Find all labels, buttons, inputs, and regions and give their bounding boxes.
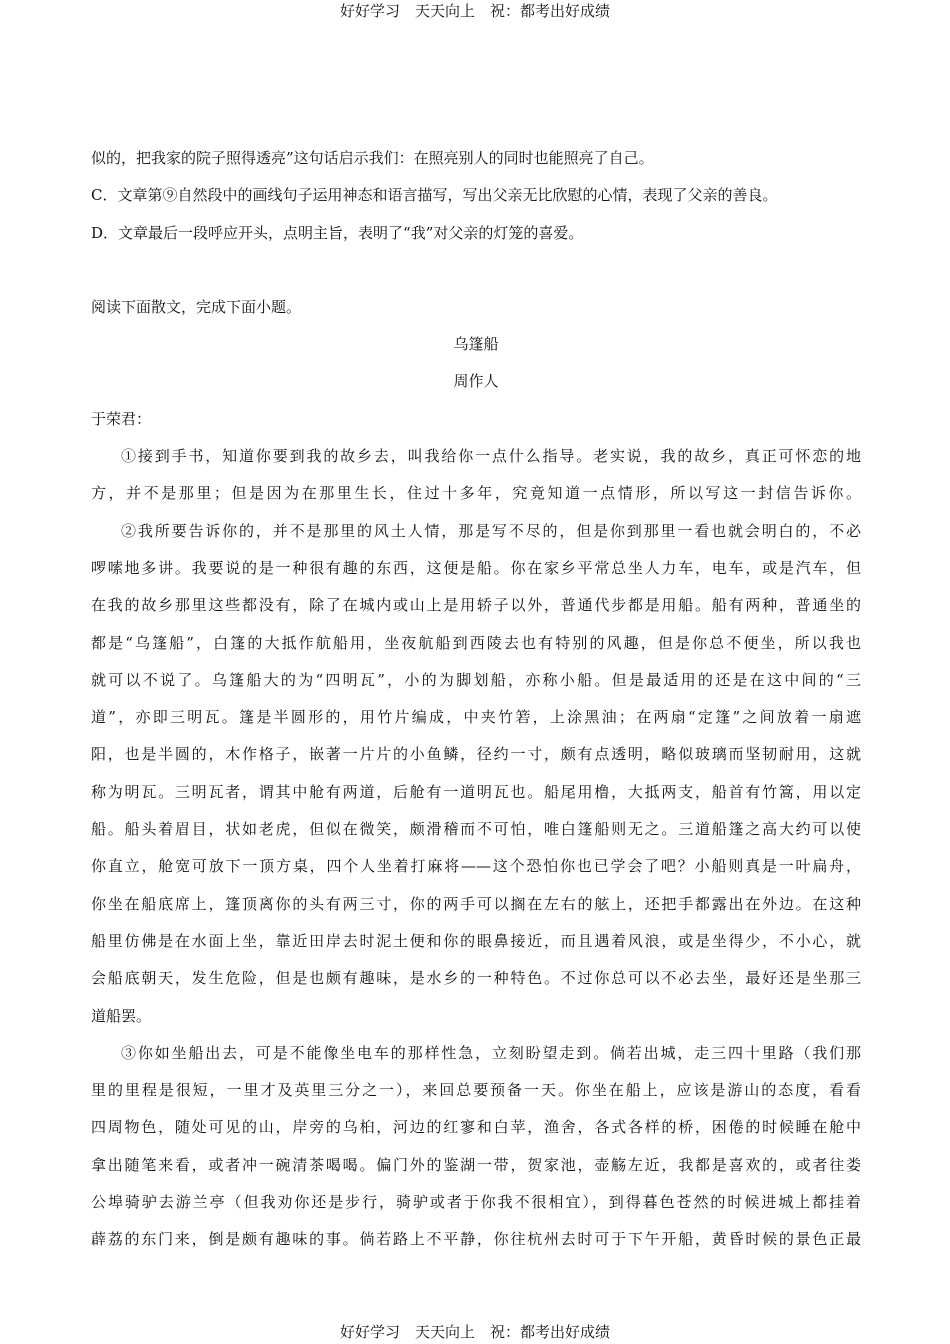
paragraph-line: 薜荔的东门来，倒是颇有趣味的事。倘若路上不平静，你往杭州去时可于下午开船，黄昏时候的景色正最 bbox=[91, 1230, 861, 1249]
paragraph-line: 道”，亦即三明瓦。篷是半圆形的，用竹片编成，中夹竹箬，上涂黑油；在两扇“定篷”之间放着一扇遮 bbox=[91, 708, 861, 727]
paragraph-line: 在我的故乡那里这些都没有，除了在城内或山上是用轿子以外，普通代步都是用船。船有两种，普通坐的 bbox=[91, 596, 861, 615]
reading-instruction: 阅读下面散文，完成下面小题。 bbox=[91, 297, 302, 316]
paragraph-line: 公埠骑驴去游兰亭（但我劝你还是步行，骑驴或者于你我不很相宜），到得暮色苍然的时候进城上都挂着 bbox=[91, 1193, 861, 1212]
paragraph-line: ③你如坐船出去，可是不能像坐电车的那样性急，立刻盼望走到。倘若出城，走三四十里路（我们那 bbox=[121, 1043, 861, 1062]
paragraph-line: 你直立，舱宽可放下一顶方桌，四个人坐着打麻将——这个恐怕你也已学会了吧？小船则真是一叶扁舟， bbox=[91, 857, 861, 876]
paragraph-line: 就可以不说了。乌篷船大的为“四明瓦”，小的为脚划船，亦称小船。但是最适用的还是在这中间的“三 bbox=[91, 670, 861, 689]
paragraph-line: 啰嗦地多讲。我要说的是一种很有趣的东西，这便是船。你在家乡平常总坐人力车，电车，或是汽车，但 bbox=[91, 558, 861, 577]
document-body bbox=[91, 140, 861, 1259]
paragraph-line: 四周物色，随处可见的山，岸旁的乌桕，河边的红寥和白苹，渔舍，各式各样的桥，困倦的时候睡在舱中 bbox=[91, 1118, 861, 1137]
paragraph-line: 拿出随笔来看，或者冲一碗清茶喝喝。偏门外的鉴湖一带，贺家池，壶觞左近，我都是喜欢的，或者往娄 bbox=[91, 1155, 861, 1174]
paragraph-line: 你坐在船底席上，篷顶离你的头有两三寸，你的两手可以搁在左右的舷上，还把手都露出在外边。在这种 bbox=[91, 894, 861, 913]
letter-salutation: 于荣君： bbox=[91, 409, 152, 428]
paragraph-line: 船里仿佛是在水面上坐，靠近田岸去时泥土便和你的眼鼻接近，而且遇着风浪，或是坐得少，不小心，就 bbox=[91, 931, 861, 950]
paragraph-line: 方，并不是那里；但是因为在那里生长，住过十多年，究竟知道一点情形，所以写这一封信告诉你。 bbox=[91, 484, 861, 503]
paragraph-line: 道船罢。 bbox=[91, 1006, 152, 1025]
paragraph-line: 都是“乌篷船”，白篷的大抵作航船用，坐夜航船到西陵去也有特别的风趣，但是你总不便坐，所以我也 bbox=[91, 633, 861, 652]
paragraph-line: 阳，也是半圆的，木作格子，嵌著一片片的小鱼鳞，径约一寸，颇有点透明，略似玻璃而坚韧耐用，这就 bbox=[91, 745, 861, 764]
paragraph-line: 称为明瓦。三明瓦者，谓其中舱有两道，后舱有一道明瓦也。船尾用橹，大抵两支，船首有竹篙，用以定 bbox=[91, 782, 861, 801]
option-d: D．文章最后一段呼应开头，点明主旨，表明了“我”对父亲的灯笼的喜爱。 bbox=[91, 223, 584, 242]
spacer bbox=[91, 252, 861, 289]
paragraph-line: 船。船头着眉目，状如老虎，但似在微笑，颇滑稽而不可怕，唯白篷船则无之。三道船篷之高大约可以使 bbox=[91, 820, 861, 839]
option-c: C．文章第⑨自然段中的画线句子运用神态和语言描写，写出父亲无比欣慰的心情，表现了父亲的善良。 bbox=[91, 186, 778, 205]
article-author: 周作人 bbox=[453, 372, 499, 391]
paragraph-line: ①接到手书，知道你要到我的故乡去，叫我给你一点什么指导。老实说，我的故乡，真正可怀恋的地 bbox=[121, 447, 861, 466]
article-title: 乌篷船 bbox=[453, 335, 499, 354]
page-footer: 好好学习 天天向上 祝：都考出好成绩 bbox=[339, 1323, 610, 1341]
paragraph-line: 会船底朝天，发生危险，但是也颇有趣味，是水乡的一种特色。不过你总可以不必去坐，最好还是坐那三 bbox=[91, 969, 861, 988]
paragraph-line: ②我所要告诉你的，并不是那里的风土人情，那是写不尽的，但是你到那里一看也就会明白的，不必 bbox=[121, 521, 861, 540]
previous-question-text: 似的，把我家的院子照得透亮”这句话启示我们：在照亮别人的同时也能照亮了自己。 bbox=[91, 149, 654, 167]
page-header: 好好学习 天天向上 祝：都考出好成绩 bbox=[339, 2, 610, 20]
paragraph-line: 里的里程是很短，一里才及英里三分之一），来回总要预备一天。你坐在船上，应该是游山的态度，看看 bbox=[91, 1081, 861, 1100]
